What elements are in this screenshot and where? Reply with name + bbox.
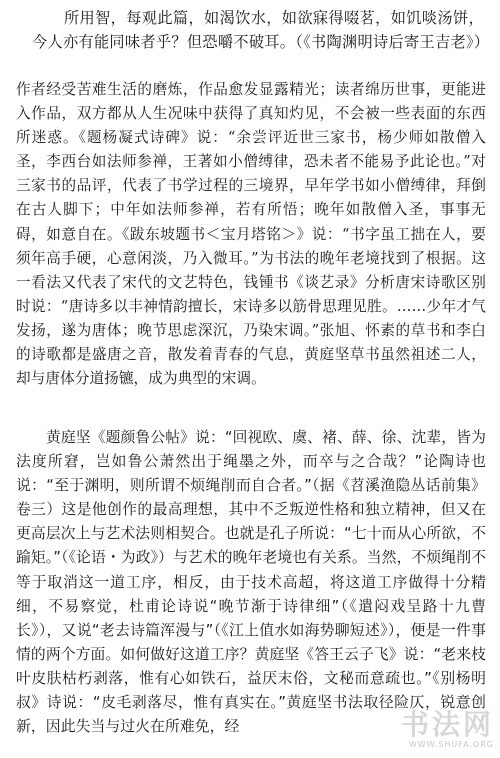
watermark-logo-text: 书法网 — [400, 708, 494, 741]
watermark-url: WWW.SHUFA.ORG — [408, 740, 494, 749]
block-quote: 所用智，每观此篇，如渴饮水，如欲寐得啜茗，如饥啖汤饼，今人亦有能同味者乎？但恐嚼不破耳。（《书陶渊明诗后寄王吉老》） — [32, 9, 490, 51]
paragraph-2: 黄庭坚《题颜鲁公帖》说：“回视欧、虞、褚、薛、徐、沈辈，皆为法度所窘，岂如鲁公萧然出于绳墨之外，而卒与之合哉？”论陶诗也说：“至于渊明，则所谓不烦绳削而自合者。”（据《苕溪渔隐丛话前集》卷三）这是他创作的最高理想，其中不乏叛逆性格和独立精神，但又在更高层次上与艺术法则相契合。也就是孔子所说：“七十而从心所欲，不踰矩。”（《论语・为政》）与艺术的晚年老境也有关系。当然，不烦绳削不等于取消这一道工序，相反，由于技术高超，将这道工序做得十分精细，不易察觉，杜甫论诗说“晚节渐于诗律细”（《遣闷戏呈路十九曹长》），又说“老去诗篇浑漫与”（《江上值水如海势聊短述》），便是一件事情的两个方面。如何做好这道工序？黄庭坚《答王云子飞》说：“老来枝叶皮肤枯朽剥落，惟有心如铁石，益厌末俗，文秘而意疏也。”《别杨明叔》诗说：“皮毛剥落尽，惟有真实在。”黄庭坚书法取径险仄，锐意创新，因此失当与过火在所难免，经 — [16, 429, 486, 736]
site-watermark — [334, 710, 494, 754]
paragraph-1: 作者经受苦难生活的磨炼，作品愈发显露精光；读者绵历世事，更能进入作品，双方都从人生况味中获得了真知灼见，不会被一些表面的东西所迷惑。《题杨凝式诗碑》说：“余尝评近世三家书，杨少师如散僧入圣，李西台如法师参禅，王著如小僧缚律，恐未者不能易予此论也。”对三家书的品评，代表了书学过程的三境界，早年学书如小僧缚律，拜倒在古人脚下；中年如法师参禅，若有所悟；晚年如散僧入圣，事事无碍，如意自在。《跋东坡题书＜宝月塔铭＞》说：“书字虽工拙在人，要须年高手硬，心意闲淡，乃入微耳。”为书法的晚年老境找到了根据。这一看法又代表了宋代的文艺特色，钱锺书《谈艺录》分析唐宋诗歌区别时说：“唐诗多以丰神情韵擅长，宋诗多以筋骨思理见胜。……少年才气发扬，遂为唐体；晚节思虑深沉，乃染宋调。”张旭、怀素的草书和李白的诗歌都是盛唐之音，散发着青春的气息，黄庭坚草书虽然祖述二人，却与唐体分道扬镳，成为典型的宋调。 — [16, 81, 486, 388]
